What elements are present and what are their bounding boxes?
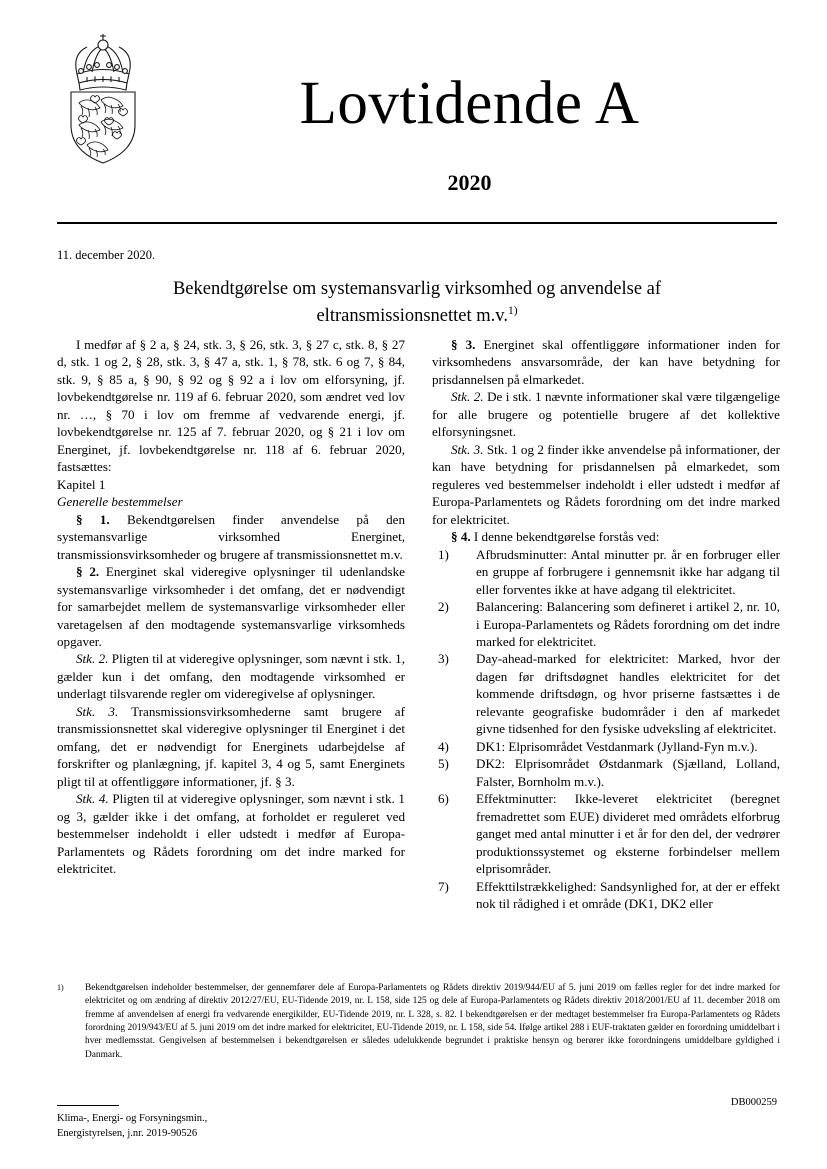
list-item xyxy=(432,738,780,755)
preamble-paragraph: I medfør af § 2 a, § 24, stk. 3, § 26, stk. 3, § 27 c, stk. 8, § 27 d, stk. 1 og 2, § 28, stk. 3, § 47 a, stk. 1, § 78, stk. 6 og 7, § 84, stk. 9, § 85 a, § 90, § 92 og § 92 a i lov om elforsyning, jf. lovbekendtgørelse nr. 119 af 6. februar 2020, som ændret ved lov nr. …, § 70 i lov om fremme af vedvarende energi, jf. lovbekendtgørelse nr. 125 af 7. februar 2020, og § 21 i lov om Energinet, jf. lovbekendtgørelse nr. 118 af 6. februar 2020, fastsættes: xyxy=(57,337,405,475)
section-2-paragraph xyxy=(57,563,405,650)
list-item xyxy=(432,650,780,737)
list-item-number: 2) xyxy=(438,599,449,615)
section-3-stk-3 xyxy=(432,441,780,528)
list-item-text: Effektminutter: Ikke-leveret elektricitet (beregnet fremadrettet som EUE) divideret med områdets elforbrug ganget med antal minutter i et år for den del, der vedrører produktionssystemet og eksterne forbindelser mellem elprisområder. xyxy=(476,791,780,877)
document-id: DB000259 xyxy=(730,1097,777,1108)
section-3-stk-2-marker: Stk. 2. xyxy=(451,389,484,405)
section-2-stk-2-marker: Stk. 2. xyxy=(76,651,109,667)
section-3-stk-3-marker: Stk. 3. xyxy=(451,441,484,457)
list-item-number: 7) xyxy=(438,878,449,894)
section-2-stk-3-text: Transmissionsvirksomhederne samt brugere af transmissionsnettet skal videregive oplysninger til Energinet i det omfang, det er nødvendigt for Energinets udarbejdelse af forskrifter og planlægning, jf. kapitel 3, 4 og 5, samt Energinets pligt til at offentliggøre informationer, jf. § 3. xyxy=(57,703,405,789)
list-item-text: DK1: Elprisområdet Vestdanmark (Jylland-Fyn m.v.). xyxy=(476,738,758,754)
column-right xyxy=(432,336,780,912)
section-3-stk-3-text: Stk. 1 og 2 finder ikke anvendelse på informationer, der kan have betydning for prisdannelsen på elmarkedet, som reguleres ved bestemmelser indeholdt i eller udstedt i medfør af Europa-Parlamentets og Rådets forordning om det indre marked for elektricitet. xyxy=(432,441,780,527)
list-item-text: Day-ahead-marked for elektricitet: Marked, hvor der dagen før driftsdøgnet handles elektricitet for det kommende driftsdøgn, og hvor priserne fastsættes i de relevante geografiske budområder i den af markedet givne tidsenhed for den fysiske udveksling af elektricitet. xyxy=(476,651,780,737)
list-item xyxy=(432,546,780,598)
footnote-text: Bekendtgørelsen indeholder bestemmelser, der gennemfører dele af Europa-Parlamentets og Rådets direktiv 2019/944/EU af 5. juni 2019 om fælles regler for det indre marked for elektricitet og om ændring af direktiv 2012/27/EU, EU-Tidende 2019, nr. L 158, side 125 og dele af Europa-Parlamentets og Rådets direktiv 2018/2001/EU af 11. december 2018 om fremme af anvendelsen af energi fra vedvarende energikilder, EU-Tidende 2019, nr. L 328, s. 82. I bekendtgørelsen er der medtaget bestemmelser fra Europa-Parlamentets og Rådets forordning 2019/943/EU af 5. juni 2019 om det indre marked for elektricitet, EU-Tidende 2019, nr. L 158, side 54. Ifølge artikel 288 i EUF-traktaten gælder en forordning umiddelbart i hver medlemsstat. Gengivelsen af bestemmelsen i bekendtgørelsen er således udelukkende begrundet i praktiske hensyn og berører ikke forordningens umiddelbare gyldighed i Danmark. xyxy=(85,983,780,1060)
footnote xyxy=(57,982,780,1062)
page-title-line2: eltransmissionsnettet m.v. xyxy=(316,305,508,326)
list-item-number: 4) xyxy=(438,738,449,754)
section-2-stk-2-text: Pligten til at videregive oplysninger, som nævnt i stk. 1, gælder kun i det omfang, den modtagende virksomhed er underlagt tilsvarende regler om videregivelse af oplysninger. xyxy=(57,651,405,702)
section-2-stk-2 xyxy=(57,650,405,702)
chapter-heading: Kapitel 1 xyxy=(57,476,106,492)
list-item-number: 6) xyxy=(438,791,449,807)
section-2-stk-4-marker: Stk. 4. xyxy=(76,791,109,807)
section-2-stk-3-marker: Stk. 3. xyxy=(76,703,119,719)
body-columns xyxy=(57,336,780,948)
footer-divider xyxy=(57,1105,119,1106)
publication-year: 2020 xyxy=(447,170,492,195)
section-2-stk-4-text: Pligten til at videregive oplysninger, som nævnt i stk. 1 og 3, gælder ikke i det omfang, at forholdet er reguleret ved bestemmelser indeholdt i eller udstedt i medfør af Europa-Parlamentets og Rådets forordning om det indre marked for elektricitet. xyxy=(57,791,405,877)
section-3-stk-2 xyxy=(432,388,780,440)
section-4-paragraph xyxy=(432,528,780,545)
header-divider xyxy=(57,222,777,224)
section-3-marker: § 3. xyxy=(451,337,476,352)
section-3-stk-2-text: De i stk. 1 nævnte informationer skal være tilgængelige for alle brugere og potentielle brugere af det kollektive elforsyningsnet. xyxy=(432,389,780,440)
footnote-marker: 1) xyxy=(57,983,64,992)
list-item xyxy=(432,790,780,877)
section-4-text: I denne bekendtgørelse forstås ved: xyxy=(473,529,660,545)
list-item xyxy=(432,878,780,913)
section-3-paragraph xyxy=(432,336,780,388)
masthead xyxy=(0,0,827,218)
section-3-text: Energinet skal offentliggøre informationer inden for virksomhedens ansvarsområde, der kan have betydning for prisdannelsen på elmarkedet. xyxy=(432,337,781,387)
list-item-text: Balancering: Balancering som defineret i artikel 2, nr. 10, i Europa-Parlamentets og Rådets forordning om det indre marked for elektricitet. xyxy=(476,599,780,649)
section-1-marker: § 1. xyxy=(76,511,110,527)
page-title-line1: Bekendtgørelse om systemansvarlig virksomhed og anvendelse af xyxy=(172,279,662,299)
section-2-stk-3 xyxy=(57,703,405,790)
title-footnote-ref: 1) xyxy=(507,304,518,317)
publication-date: 11. december 2020. xyxy=(57,248,156,262)
ministry-line-2: Energistyrelsen, j.nr. 2019-90526 xyxy=(57,1127,198,1139)
section-2-text: Energinet skal videregive oplysninger til udenlandske systemansvarlige virksomheder i det omfang, det er nødvendigt for samarbejdet mellem de systemansvarlige virksomheder eller varetagelsen af den modtagende systemansvarlige virksomheds opgaver. xyxy=(57,564,405,649)
ministry-line-1: Klima-, Energi- og Forsyningsmin., xyxy=(57,1113,208,1124)
column-left xyxy=(57,336,405,878)
page-title xyxy=(95,276,739,330)
section-1-paragraph xyxy=(57,511,405,563)
list-item-text: Afbrudsminutter: Antal minutter pr. år en forbruger eller en gruppe af forbrugere i gennemsnit ikke har adgang til eller forventes ikke at have adgang til elektricitet. xyxy=(476,546,780,597)
danish-coat-of-arms-icon xyxy=(57,33,149,165)
list-item-text: Effekttilstrækkelighed: Sandsynlighed for, at der er effekt nok til rådighed i et område (DK1, DK2 eller xyxy=(476,878,780,911)
chapter-subheading: Generelle bestemmelser xyxy=(57,494,183,510)
list-item xyxy=(432,598,780,650)
ministry-info xyxy=(57,1112,207,1142)
list-item-number: 1) xyxy=(438,546,449,562)
section-2-marker: § 2. xyxy=(76,564,100,580)
definition-list xyxy=(432,546,780,913)
section-2-stk-4 xyxy=(57,790,405,877)
list-item xyxy=(432,755,780,790)
publication-title: Lovtidende A xyxy=(299,70,640,137)
list-item-number: 5) xyxy=(438,756,449,772)
section-1-text: Bekendtgørelsen finder anvendelse på den systemansvarlige virksomhed Energinet, transmissionsvirksomheder og brugere af transmissionsnettet m.v. xyxy=(57,511,405,562)
section-4-marker: § 4. xyxy=(451,529,471,545)
list-item-number: 3) xyxy=(438,651,449,667)
list-item-text: DK2: Elprisområdet Østdanmark (Sjælland, Lolland, Falster, Bornholm m.v.). xyxy=(476,756,780,789)
